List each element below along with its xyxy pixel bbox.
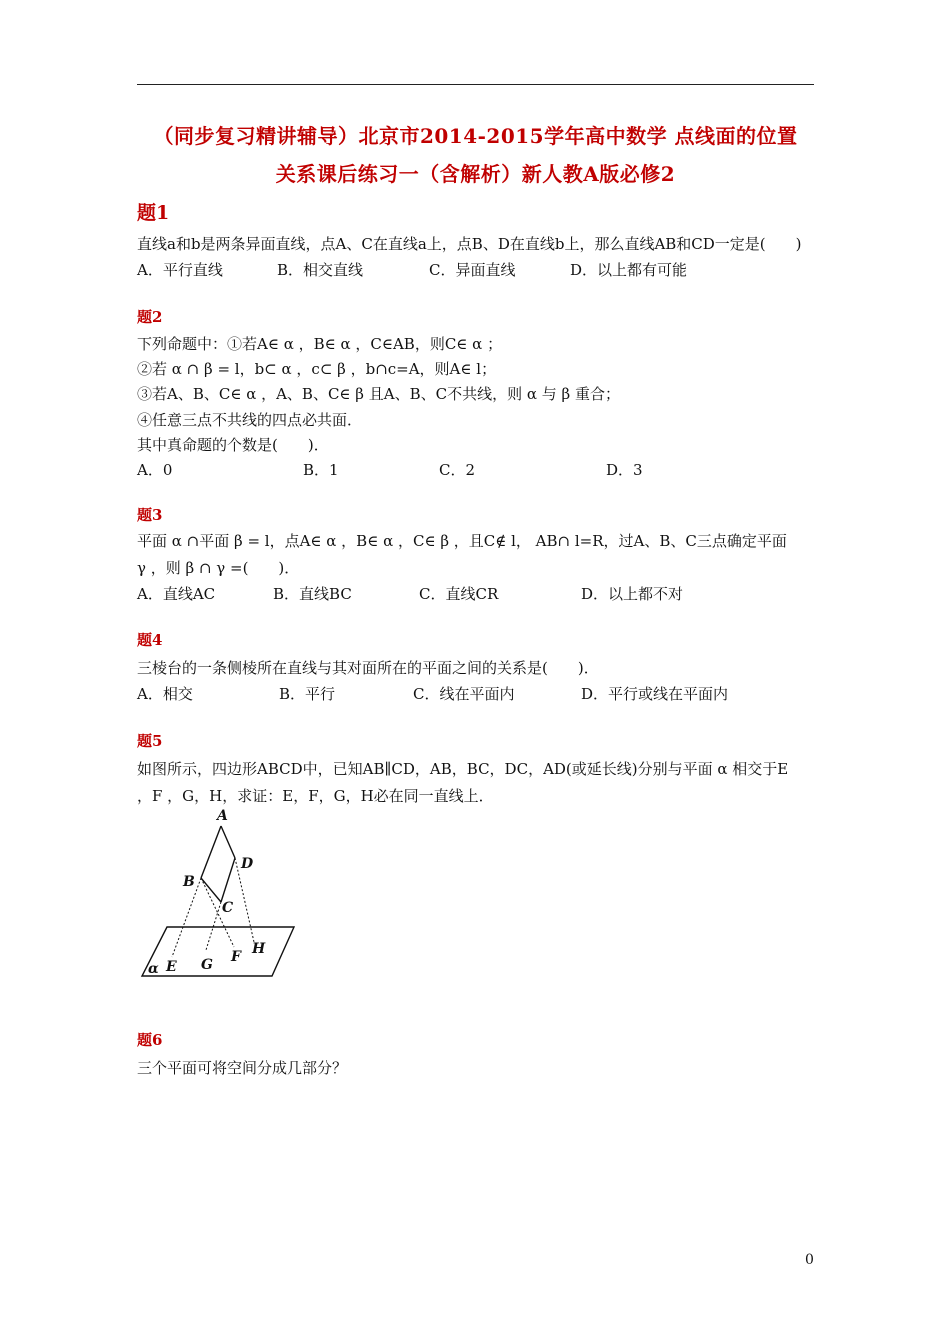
edge-dc [221,858,235,902]
question-5-line-1: 如图所示，四边形ABCD中，已知AB∥CD，AB，BC，DC，AD(或延长线)分别与平面 α 相交于E [137,760,789,778]
question-5-heading: 题5 [137,732,163,750]
question-4-option-d: D．平行或线在平面内 [581,685,729,703]
page-number: 0 [805,1252,814,1268]
label-g: G [201,957,213,973]
question-2-option-d: D．3 [606,461,643,479]
question-2-line-1: 下列命题中：①若A∈ α ，B∈ α ，C∈AB，则C∈ α ； [137,335,503,353]
header-rule [137,84,814,85]
label-d: D [241,856,254,872]
question-2-option-b: B．1 [303,461,339,479]
question-4-option-b: B．平行 [279,685,336,703]
question-3-option-b: B．直线BC [273,585,352,603]
edge-ad [221,826,235,858]
question-2-line-2: ②若 α ∩ β = l，b⊂ α ，c⊂ β ，b∩c=A，则A∈ l； [137,360,497,378]
question-4-option-c: C．线在平面内 [413,685,515,703]
question-3-line-2: γ ，则 β ∩ γ =( )． [137,559,300,577]
label-e: E [166,959,177,975]
question-2-option-c: C．2 [439,461,476,479]
question-1-option-d: D．以上都有可能 [570,261,688,279]
label-a: A [217,808,228,824]
question-2-line-4: ④任意三点不共线的四点必共面． [137,411,363,429]
question-3-line-1: 平面 α ∩平面 β = l，点A∈ α ，B∈ α ，C∈ β ，且C∉ l， AB∩ l=R，过A、B、C三点确定平面 [137,532,787,550]
question-2-line-5: 其中真命题的个数是( )． [137,436,329,454]
document-title-line-2: 关系课后练习一（含解析）新人教A版必修2 [275,162,676,186]
label-c: C [222,900,234,916]
question-3-option-a: A．直线AC [137,585,216,603]
edge-bc [201,878,221,902]
question-1-option-a: A．平行直线 [137,261,223,279]
question-3-option-c: C．直线CR [419,585,499,603]
question-3-heading: 题3 [137,506,163,524]
question-4-text: 三棱台的一条侧棱所在直线与其对面所在的平面之间的关系是( )． [137,659,599,677]
label-h: H [252,941,266,957]
label-f: F [231,949,241,965]
edge-ab [201,826,221,878]
document-title-line-1: （同步复习精讲辅导）北京市2014-2015学年高中数学 点线面的位置 [153,124,798,148]
question-1-option-b: B．相交直线 [277,261,364,279]
question-6-heading: 题6 [137,1031,163,1049]
quadrilateral-plane-figure [137,802,307,982]
question-3-option-d: D．以上都不对 [581,585,684,603]
label-alpha: α [148,961,159,977]
question-4-heading: 题4 [137,631,163,649]
question-4-option-a: A．相交 [137,685,193,703]
label-b: B [183,874,195,890]
question-2-option-a: A．0 [137,461,173,479]
question-1-option-c: C．异面直线 [429,261,516,279]
extension-dc [206,902,221,950]
question-1-text: 直线a和b是两条异面直线，点A、C在直线a上，点B、D在直线b上，那么直线AB和CD一定是( ) [137,235,802,253]
question-1-heading: 题1 [137,202,170,224]
question-2-heading: 题2 [137,308,163,326]
question-6-text: 三个平面可将空间分成几部分？ [137,1059,348,1077]
question-2-line-3: ③若A、B、C∈ α ，A、B、C∈ β 且A、B、C不共线，则 α 与 β 重合； [137,385,620,403]
plane-alpha [142,927,294,976]
question-5-line-2: ，F ，G，H，求证：E，F，G，H必在同一直线上． [137,787,494,805]
